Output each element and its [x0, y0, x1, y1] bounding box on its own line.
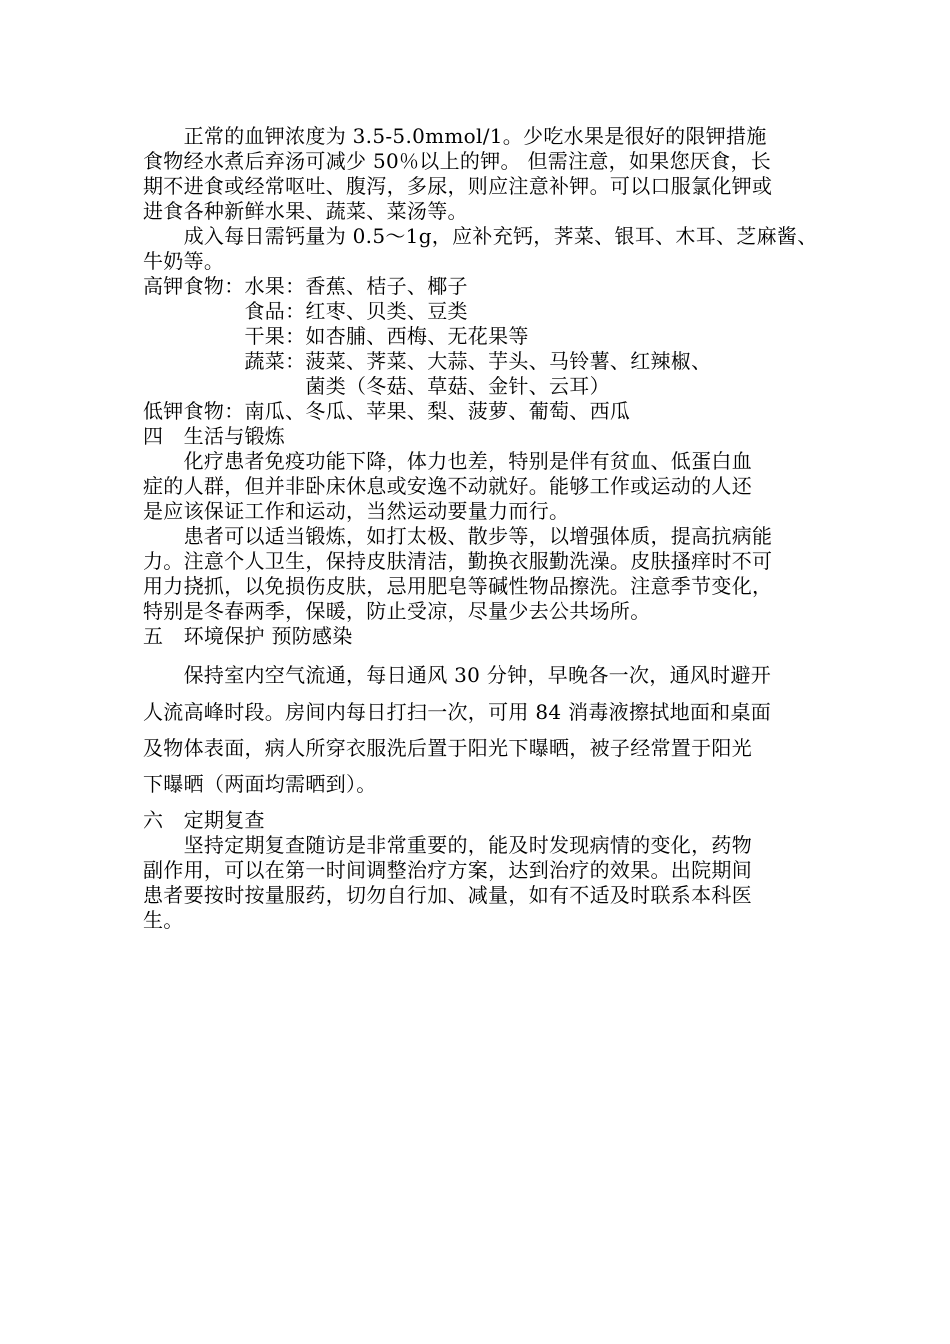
section-heading: 六 定期复查: [143, 808, 265, 832]
paragraph-line: 生。: [143, 908, 184, 932]
paragraph-line: 坚持定期复查随访是非常重要的，能及时发现病情的变化，药物: [143, 833, 752, 857]
paragraph-line: 正常的血钾浓度为 3.5-5.0mmol/1。少吃水果是很好的限钾措施: [143, 124, 767, 148]
food-list-line: 高钾食物：水果：香蕉、桔子、椰子: [143, 274, 468, 298]
paragraph-line: 保持室内空气流通，每日通风 30 分钟，早晚各一次，通风时避开: [143, 663, 772, 687]
paragraph-line: 用力挠抓，以免损伤皮肤，忌用肥皂等碱性物品擦洗。注意季节变化，: [143, 574, 773, 598]
food-list-line: 蔬菜：菠菜、荠菜、大蒜、芋头、马铃薯、红辣椒、: [143, 349, 712, 373]
food-list-line: 干果：如杏脯、西梅、无花果等: [143, 324, 529, 348]
paragraph-line: 是应该保证工作和运动，当然运动要量力而行。: [143, 499, 570, 523]
paragraph-line: 牛奶等。: [143, 249, 225, 273]
paragraph-line: 患者要按时按量服药，切勿自行加、减量，如有不适及时联系本科医: [143, 883, 752, 907]
food-list-line: 低钾食物：南瓜、冬瓜、苹果、梨、菠萝、葡萄、西瓜: [143, 399, 631, 423]
paragraph-line: 化疗患者免疫功能下降，体力也差，特别是伴有贫血、低蛋白血: [143, 449, 752, 473]
paragraph-line: 及物体表面，病人所穿衣服洗后置于阳光下曝晒，被子经常置于阳光: [143, 736, 752, 760]
paragraph-line: 副作用，可以在第一时间调整治疗方案，达到治疗的效果。出院期间: [143, 858, 752, 882]
paragraph-line: 期不进食或经常呕吐、腹泻，多尿，则应注意补钾。可以口服氯化钾或: [143, 174, 773, 198]
paragraph-line: 食物经水煮后弃汤可减少 50％以上的钾。 但需注意，如果您厌食，长: [143, 149, 772, 173]
paragraph-line: 进食各种新鲜水果、蔬菜、菜汤等。: [143, 199, 468, 223]
paragraph-line: 下曝晒（两面均需晒到）。: [143, 772, 377, 796]
paragraph-line: 成入每日需钙量为 0.5～1g，应补充钙，荠菜、银耳、木耳、芝麻酱、: [143, 224, 818, 248]
food-list-line: 菌类（冬菇、草菇、金针、云耳）: [143, 374, 610, 398]
section-heading: 四 生活与锻炼: [143, 424, 286, 448]
section-heading: 五 环境保护 预防感染: [143, 624, 353, 648]
paragraph-line: 人流高峰时段。房间内每日打扫一次，可用 84 消毒液擦拭地面和桌面: [143, 700, 772, 724]
paragraph-line: 特别是冬春两季，保暖，防止受凉，尽量少去公共场所。: [143, 599, 651, 623]
paragraph-line: 患者可以适当锻炼，如打太极、散步等，以增强体质，提高抗病能: [143, 524, 773, 548]
paragraph-line: 力。注意个人卫生，保持皮肤清洁，勤换衣服勤洗澡。皮肤搔痒时不可: [143, 549, 773, 573]
food-list-line: 食品：红枣、贝类、豆类: [143, 299, 468, 323]
paragraph-line: 症的人群，但并非卧床休息或安逸不动就好。能够工作或运动的人还: [143, 474, 752, 498]
